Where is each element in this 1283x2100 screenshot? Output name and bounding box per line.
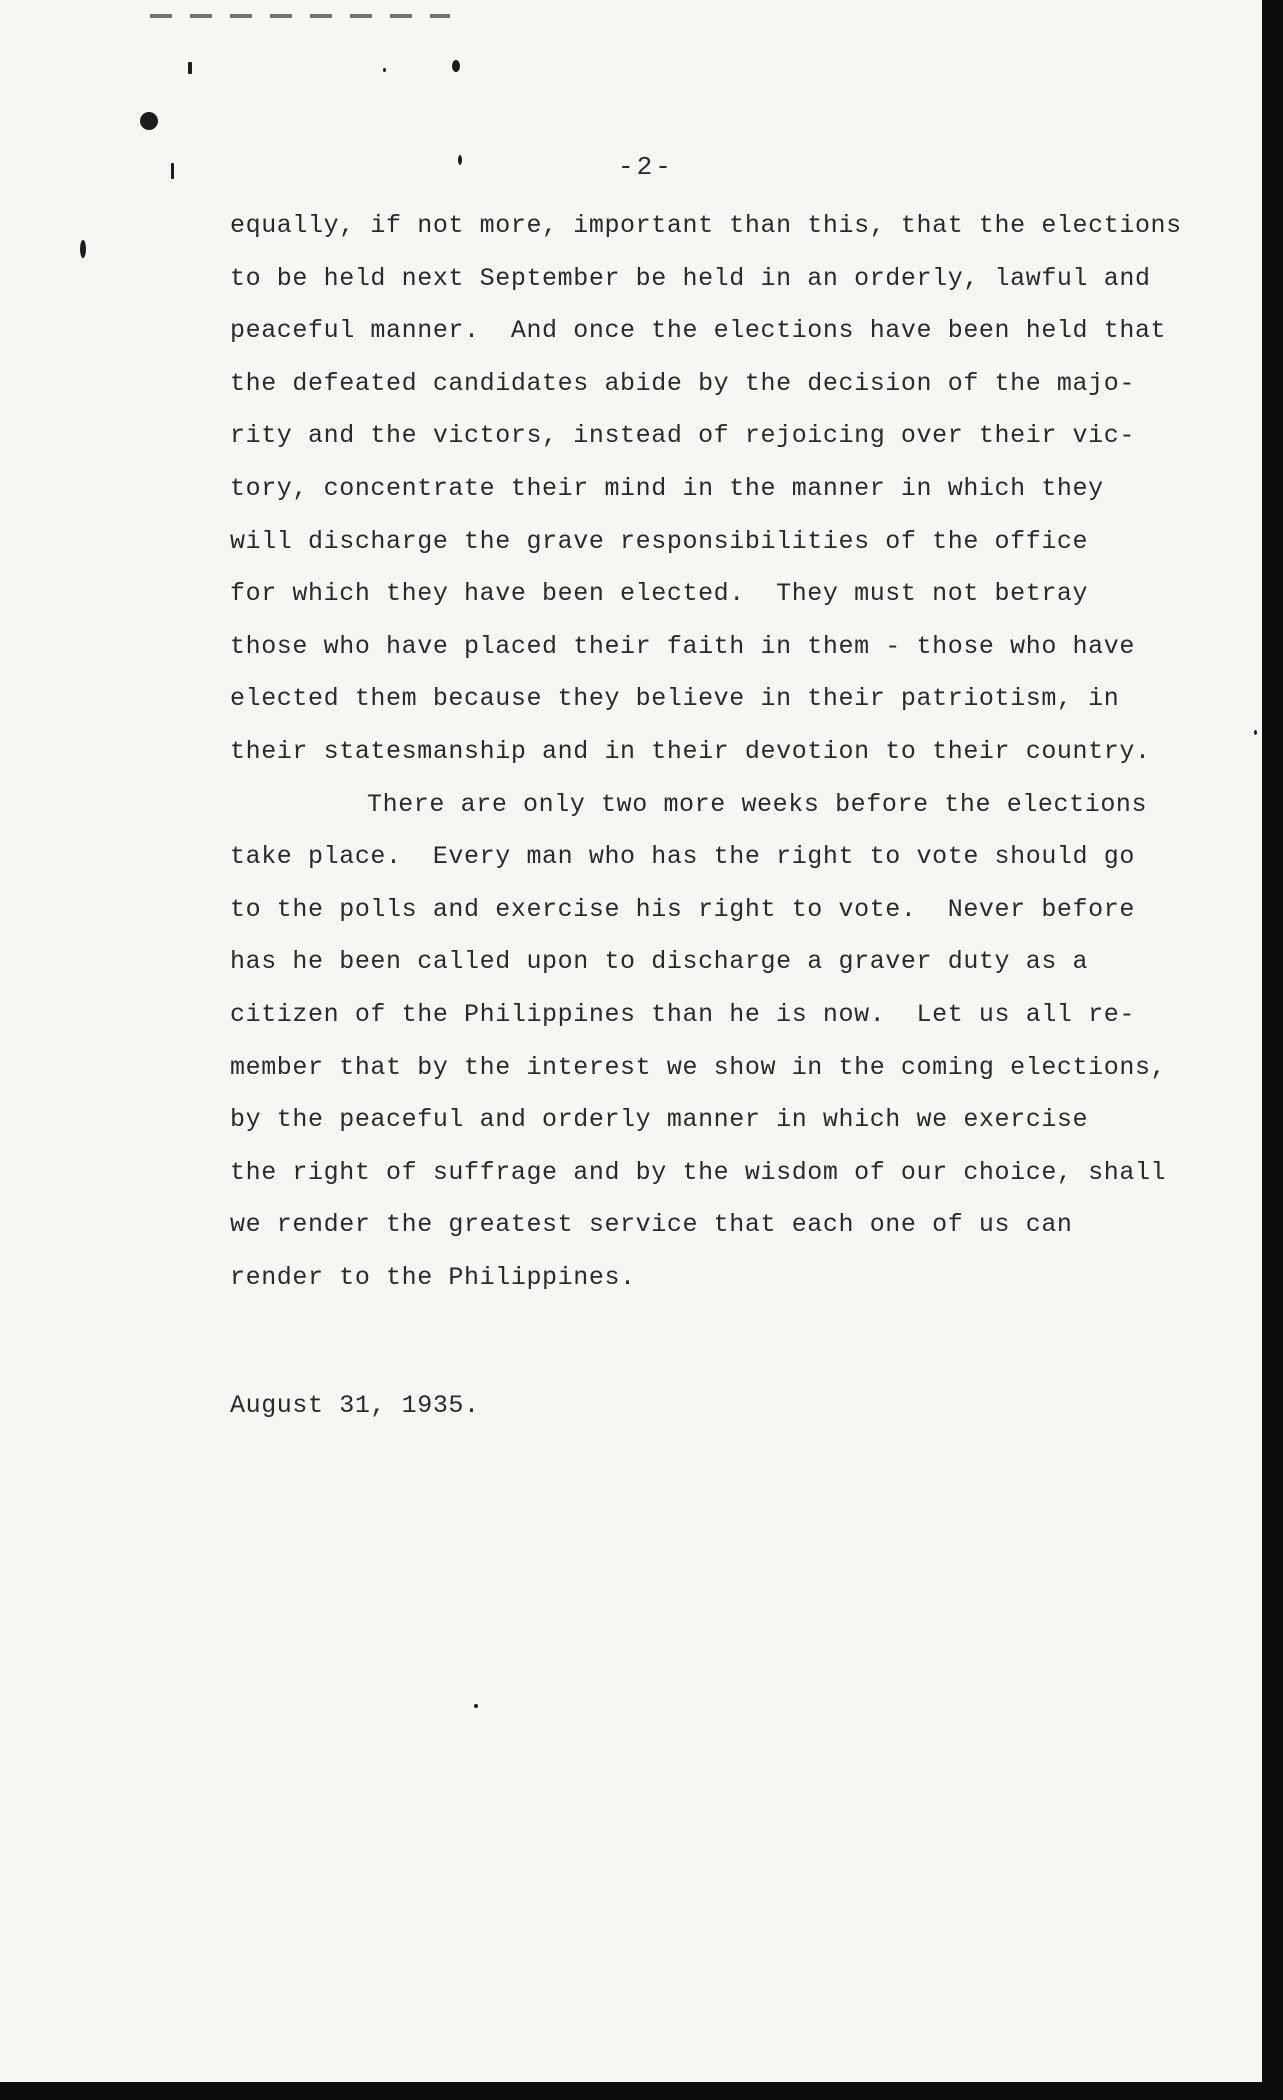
- text-line: render to the Philippines.: [230, 1262, 636, 1292]
- text-line: elected them because they believe in their patriotism, in: [230, 684, 1120, 714]
- ink-speck: [188, 62, 192, 74]
- text-line: rity and the victors, instead of rejoicing over their vic-: [230, 421, 1135, 451]
- letter-body: [230, 200, 1190, 1304]
- text-line: peaceful manner. And once the elections have been held that: [230, 316, 1167, 346]
- scan-border-bottom: [0, 2082, 1283, 2100]
- text-line: citizen of the Philippines than he is now. Let us all re-: [230, 999, 1135, 1029]
- text-line: will discharge the grave responsibilities of the office: [230, 526, 1089, 556]
- ink-speck: [383, 68, 386, 72]
- ink-speck: [458, 155, 462, 165]
- page-number: -2-: [618, 152, 674, 182]
- text-line: take place. Every man who has the right to vote should go: [230, 842, 1135, 872]
- ink-speck: [1254, 730, 1257, 735]
- scan-border-right: [1262, 0, 1283, 2100]
- text-line: to the polls and exercise his right to vote. Never before: [230, 894, 1135, 924]
- text-line: the right of suffrage and by the wisdom of our choice, shall: [230, 1157, 1167, 1187]
- ink-speck: [171, 163, 174, 179]
- scan-artifact-top-strip: [150, 14, 450, 18]
- text-line: has he been called upon to discharge a graver duty as a: [230, 947, 1089, 977]
- ink-speck: [474, 1704, 478, 1708]
- ink-speck: [140, 112, 158, 130]
- text-line: equally, if not more, important than this, that the elections: [230, 211, 1182, 240]
- text-line: to be held next September be held in an orderly, lawful and: [230, 263, 1151, 293]
- text-line: we render the greatest service that each one of us can: [230, 1210, 1073, 1240]
- document-date: August 31, 1935.: [230, 1391, 480, 1420]
- ink-speck: [452, 60, 460, 72]
- text-line: the defeated candidates abide by the decision of the majo-: [230, 368, 1135, 398]
- text-line: by the peaceful and orderly manner in which we exercise: [230, 1105, 1089, 1135]
- text-line: member that by the interest we show in the coming elections,: [230, 1052, 1167, 1082]
- text-line: tory, concentrate their mind in the manner in which they: [230, 473, 1104, 503]
- text-line: for which they have been elected. They must not betray: [230, 579, 1089, 609]
- ink-speck: [80, 240, 86, 258]
- text-line: those who have placed their faith in them - those who have: [230, 631, 1135, 661]
- text-line: their statesmanship and in their devotion to their country.: [230, 736, 1151, 766]
- paragraph-start-line: There are only two more weeks before the elections: [367, 789, 1148, 819]
